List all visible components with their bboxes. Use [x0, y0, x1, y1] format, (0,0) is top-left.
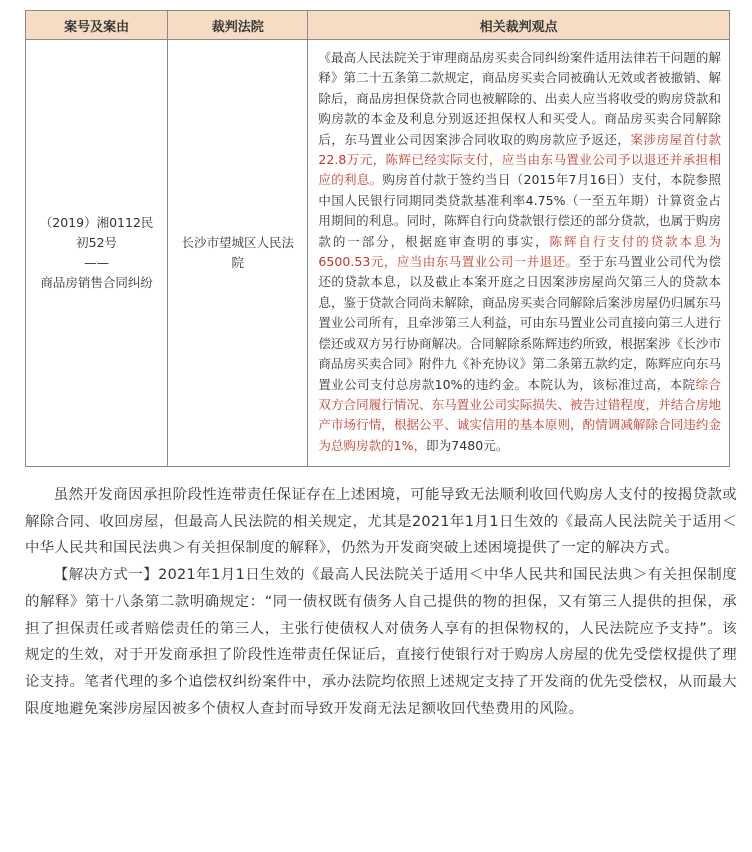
paragraph-2: 【解决方式一】2021年1月1日生效的《最高人民法院关于适用＜中华人民共和国民法典＞有关担保制度的解释》第十八条第二款明确规定：“同一债权既有债务人自己提供的物的担保，又有第三人提供的担保，承担了担保责任或者赔偿责任的第三人，主张行使债权人对债务人享有的担保物权的，人民法院应予支持”。该规定的生效，对于开发商承担了阶段性连带责任保证后，直接行使银行对于购房人房屋的优先受偿权提供了理论支持。笔者代理的多个追偿权纠纷案件中，承办法院均依照上述规定支持了开发商的优先受偿权，从而最大限度地避免案涉房屋因被多个债权人查封而导致开发商无法足额收回代垫费用的风险。	[25, 567, 737, 717]
opinion-segment-3: 至于东马置业公司代为偿还的贷款本息，以及截止本案开庭之日因案涉房屋尚欠第三人的贷款本息，鉴于贷款合同尚未解除，商品房买卖合同解除后案涉房屋仍归属东马置业公司所有，且牵涉第三人利益，可由东马置业公司直接向第三人进行偿还或双方另行协商解决。合同解除系陈辉违约所致，根据案涉《长沙市商品房买卖合同》附件九《补充协议》第二条第五款约定，陈辉应向东马置业公司支付总房款10%的违约金。本院认为，该标准过高，本院	[318, 254, 722, 392]
table-row	[26, 40, 730, 467]
case-number: （2019）湘0112民初52号	[39, 215, 154, 251]
header-court: 裁判法院	[168, 11, 308, 40]
opinion-segment-2: 购房首付款于签约当日（2015年7月16日）支付，本院参照中国人民银行同期同类贷款基准利率4.75%（一至五年期）计算资金占用期间的利息。同时，陈辉自行向贷款银行偿还的部分贷款，也属于购房款的一部分，根据庭审查明的事实，	[318, 172, 721, 249]
article-body	[25, 482, 737, 722]
header-opinion: 相关裁判观点	[308, 11, 730, 40]
table-header-row	[26, 11, 730, 40]
opinion-segment-4: 即为7480元。	[426, 437, 509, 453]
court-cell	[168, 40, 308, 467]
case-table	[25, 10, 730, 467]
opinion-segment-1: 《最高人民法院关于审理商品房买卖合同纠纷案件适用法律若干问题的解释》第二十五条第二款规定，商品房买卖合同被确认无效或者被撤销、解除后，商品房担保贷款合同也被解除的、出卖人应当将收受的购房贷款和购房款的本金及利息分别返还担保权人和买受人。商品房买卖合同解除后，东马置业公司因案涉合同收取的购房款应予返还，	[318, 50, 721, 147]
header-case-number: 案号及案由	[26, 11, 168, 40]
paragraph-1: 虽然开发商因承担阶段性连带责任保证存在上述困境，可能导致无法顺利收回代购房人支付的按揭贷款或解除合同、收回房屋，但最高人民法院的相关规定，尤其是2021年1月1日生效的《最高人民法院关于适用＜中华人民共和国民法典＞有关担保制度的解释》，仍然为开发商突破上述困境提供了一定的解决方式。	[25, 487, 737, 557]
case-separator: ——	[84, 255, 110, 271]
opinion-cell	[308, 40, 730, 467]
opinion-highlight-3: 综合双方合同履行情况、东马置业公司实际损失、被告过错程度，并结合房地产市场行情，根据公平、诚实信用的基本原则，酌情调减解除合同违约金为总购房款的1%，	[318, 376, 721, 453]
case-cause: 商品房销售合同纠纷	[40, 275, 153, 291]
court-name: 长沙市望城区人民法院	[181, 235, 295, 271]
opinion-highlight-1: 案涉房屋首付款22.8万元，陈辉已经实际支付，应当由东马置业公司予以退还并承担相应的利息。	[318, 131, 722, 188]
case-cell	[26, 40, 168, 467]
opinion-highlight-2: 陈辉自行支付的贷款本息为6500.53元，应当由东马置业公司一并退还。	[318, 233, 721, 270]
